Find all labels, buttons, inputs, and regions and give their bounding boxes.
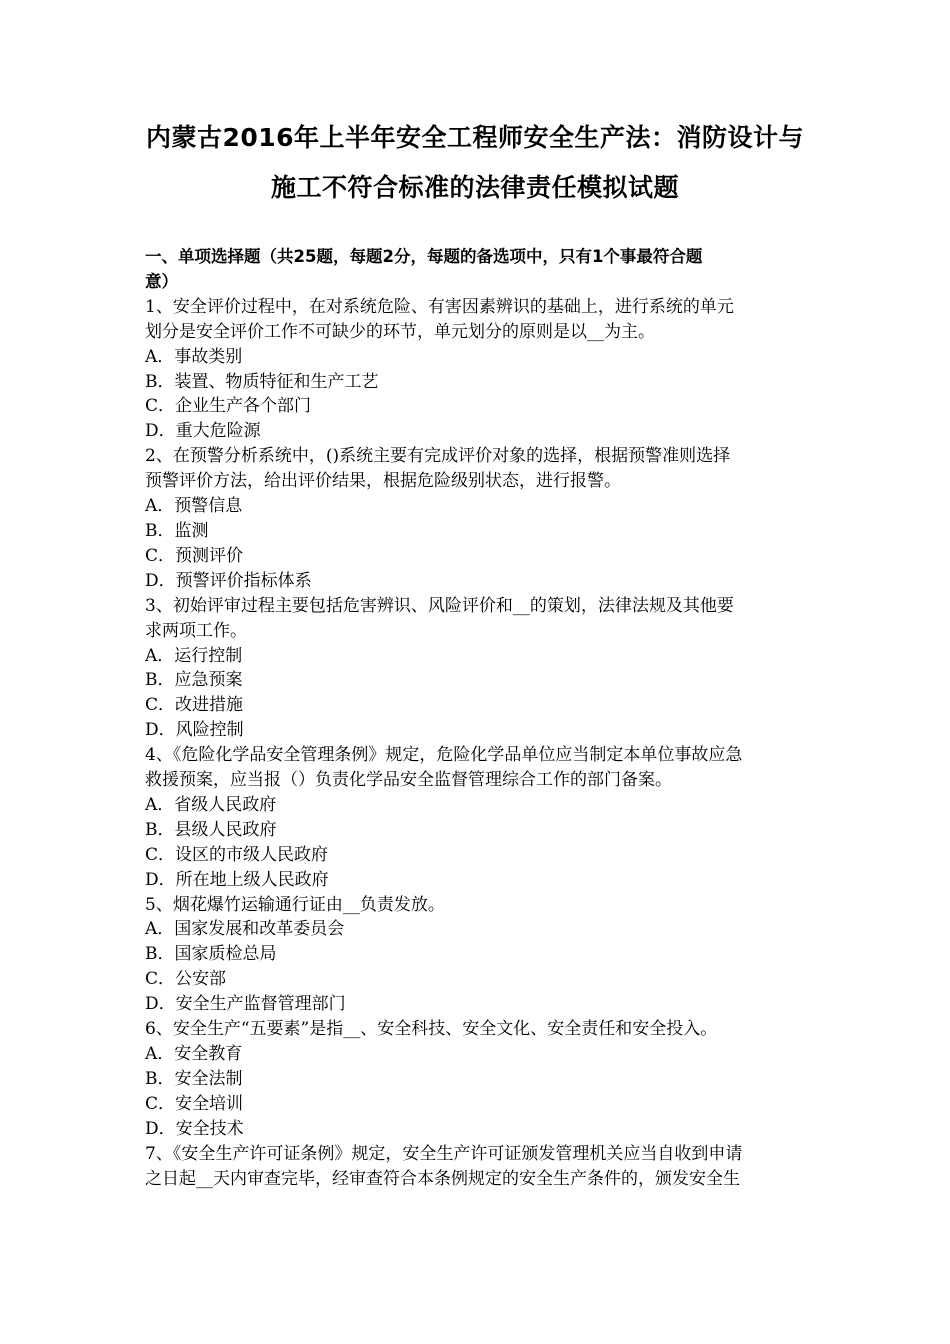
answer-option: B．装置、物质特征和生产工艺 xyxy=(145,371,379,392)
question-text-line: 7、《安全生产许可证条例》规定，安全生产许可证颁发管理机关应当自收到申请 xyxy=(145,1143,743,1164)
title-line-2: 施工不符合标准的法律责任模拟试题 xyxy=(270,173,679,202)
question-text-line: 求两项工作。 xyxy=(145,620,247,641)
section-heading-line-2: 意） xyxy=(145,271,178,291)
answer-option: A．运行控制 xyxy=(145,645,243,666)
question-item xyxy=(145,893,813,1018)
answer-option: A．省级人民政府 xyxy=(145,794,277,815)
answer-option: D．重大危险源 xyxy=(145,421,261,442)
answer-option: B．应急预案 xyxy=(145,670,243,691)
question-text-line: 2、在预警分析系统中，()系统主要有完成评价对象的选择，根据预警准则选择 xyxy=(145,446,731,467)
question-text-line: 3、初始评审过程主要包括危害辨识、风险评价和__的策划，法律法规及其他要 xyxy=(145,595,734,616)
question-text-line: 划分是安全评价工作不可缺少的环节，单元划分的原则是以__为主。 xyxy=(145,321,655,342)
section-heading-line-1: 一、单项选择题（共25题，每题2分，每题的备选项中，只有1个事最符合题 xyxy=(145,247,703,266)
answer-option: A．事故类别 xyxy=(145,346,243,367)
question-text-line: 预警评价方法，给出评价结果，根据危险级别状态，进行报警。 xyxy=(145,471,621,492)
answer-option: B．国家质检总局 xyxy=(145,944,277,965)
answer-option: D．预警评价指标体系 xyxy=(145,570,312,591)
answer-option: B．监测 xyxy=(145,520,209,541)
question-item xyxy=(145,1017,813,1142)
answer-option: C．设区的市级人民政府 xyxy=(145,844,329,865)
document-title xyxy=(140,113,810,213)
answer-option: A．安全教育 xyxy=(145,1044,243,1064)
title-line-1: 内蒙古2016年上半年安全工程师安全生产法：消防设计与 xyxy=(145,123,805,152)
answer-option: D．安全技术 xyxy=(145,1118,244,1139)
answer-option: C．预测评价 xyxy=(145,545,244,566)
question-text-line: 4、《危险化学品安全管理条例》规定，危险化学品单位应当制定本单位事故应急 xyxy=(145,745,743,766)
answer-option: A．预警信息 xyxy=(145,496,243,517)
section-heading xyxy=(145,245,813,295)
answer-option: D．所在地上级人民政府 xyxy=(145,869,329,890)
question-text-line: 5、烟花爆竹运输通行证由__负责发放。 xyxy=(145,894,445,915)
question-item xyxy=(145,444,813,593)
answer-option: B．安全法制 xyxy=(145,1068,243,1089)
question-text-line: 之日起__天内审查完毕，经审查符合本条例规定的安全生产条件的，颁发安全生 xyxy=(145,1168,740,1189)
question-item xyxy=(145,1142,813,1192)
document-body xyxy=(145,245,813,1191)
answer-option: C．改进措施 xyxy=(145,695,244,716)
question-item xyxy=(145,594,813,743)
answer-option: C．安全培训 xyxy=(145,1093,244,1114)
answer-option: D．风险控制 xyxy=(145,720,244,741)
question-list xyxy=(145,295,813,1192)
question-text-line: 6、安全生产“五要素”是指__、安全科技、安全文化、安全责任和安全投入。 xyxy=(145,1019,718,1040)
answer-option: C．公安部 xyxy=(145,969,227,990)
question-text-line: 1、安全评价过程中，在对系统危险、有害因素辨识的基础上，进行系统的单元 xyxy=(145,296,734,317)
answer-option: A．国家发展和改革委员会 xyxy=(145,919,345,940)
question-item xyxy=(145,743,813,892)
question-item xyxy=(145,295,813,444)
answer-option: D．安全生产监督管理部门 xyxy=(145,994,346,1015)
answer-option: B．县级人民政府 xyxy=(145,819,277,840)
question-text-line: 救援预案，应当报（）负责化学品安全监督管理综合工作的部门备案。 xyxy=(145,770,672,791)
answer-option: C．企业生产各个部门 xyxy=(145,396,312,417)
